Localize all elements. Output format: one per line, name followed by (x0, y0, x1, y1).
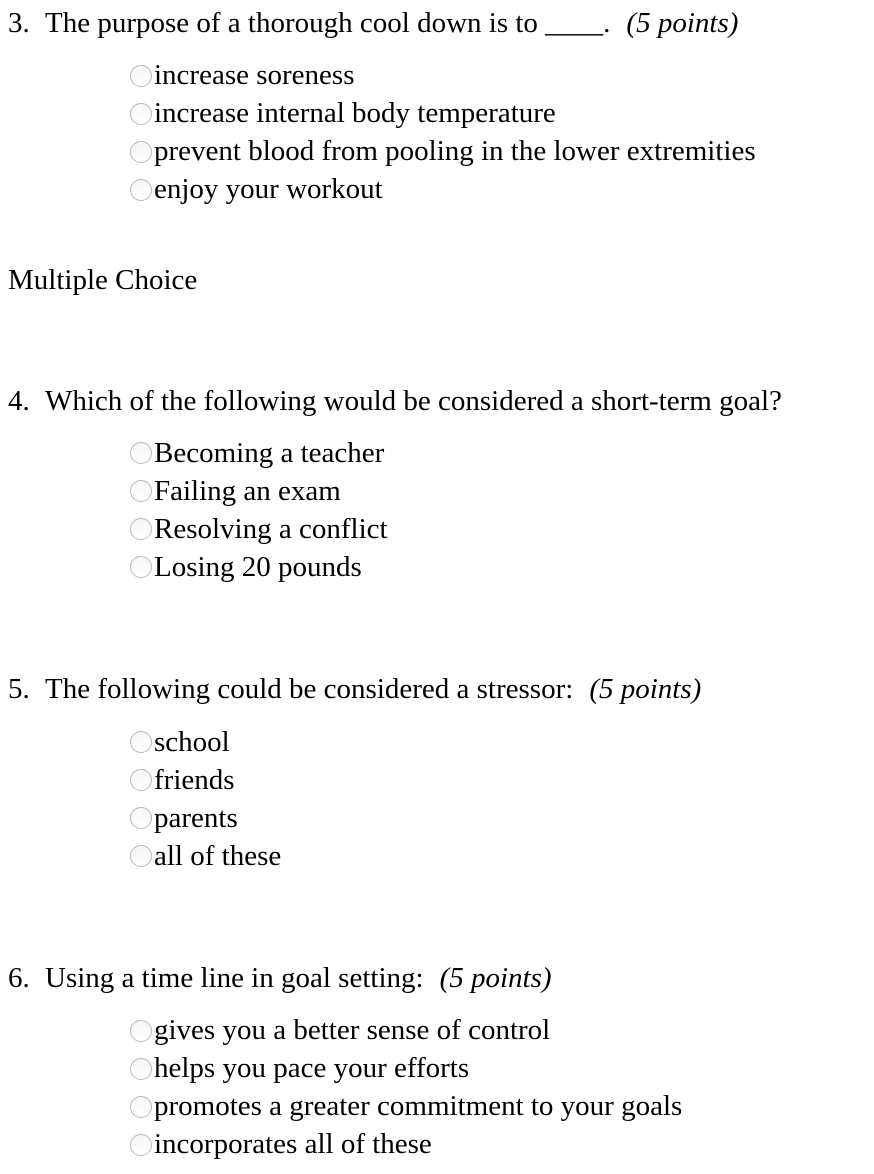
radio-button-icon[interactable] (130, 518, 152, 540)
answer-option[interactable] (130, 133, 864, 171)
option-label: increase internal body temperature (154, 97, 556, 130)
question-points: (5 points) (439, 962, 552, 995)
answer-option[interactable] (130, 1126, 864, 1164)
question-points: (5 points) (589, 673, 702, 706)
answer-option[interactable] (130, 472, 864, 510)
answer-option[interactable] (130, 1050, 864, 1088)
answer-option[interactable] (130, 95, 864, 133)
answer-option[interactable] (130, 171, 864, 209)
question-block-5 (8, 672, 864, 875)
radio-button-icon[interactable] (130, 731, 152, 753)
option-label: incorporates all of these (154, 1128, 432, 1161)
options-group (8, 723, 864, 875)
radio-button-icon[interactable] (130, 1134, 152, 1156)
radio-button-icon[interactable] (130, 1058, 152, 1080)
radio-button-icon[interactable] (130, 1096, 152, 1118)
question-text: Using a time line in goal setting: (45, 962, 424, 995)
question-number: 5. (8, 673, 30, 706)
option-label: parents (154, 801, 238, 834)
answer-option[interactable] (130, 57, 864, 95)
option-label: enjoy your workout (154, 173, 383, 206)
radio-button-icon[interactable] (130, 845, 152, 867)
options-group (8, 1012, 864, 1164)
question-number: 3. (8, 7, 30, 39)
options-group (8, 434, 864, 586)
options-group (8, 57, 864, 209)
answer-option[interactable] (130, 548, 864, 586)
option-label: Resolving a conflict (154, 512, 388, 545)
option-label: gives you a better sense of control (154, 1014, 551, 1047)
section-heading: Multiple Choice (8, 263, 198, 296)
option-label: friends (154, 763, 235, 796)
radio-button-icon[interactable] (130, 179, 152, 201)
radio-button-icon[interactable] (130, 556, 152, 578)
answer-option[interactable] (130, 1088, 864, 1126)
option-label: school (154, 725, 230, 758)
question-number: 6. (8, 962, 30, 995)
question-block-4 (8, 384, 864, 587)
radio-button-icon[interactable] (130, 141, 152, 163)
question-text: The following could be considered a stressor: (45, 673, 574, 706)
option-label: increase soreness (154, 59, 355, 92)
radio-button-icon[interactable] (130, 442, 152, 464)
radio-button-icon[interactable] (130, 769, 152, 791)
answer-option[interactable] (130, 510, 864, 548)
question-title (8, 384, 864, 419)
radio-button-icon[interactable] (130, 103, 152, 125)
radio-button-icon[interactable] (130, 65, 152, 87)
answer-option[interactable] (130, 434, 864, 472)
question-block-3 (8, 6, 864, 209)
question-title (8, 961, 864, 996)
option-label: all of these (154, 839, 282, 872)
option-label: promotes a greater commitment to your goals (154, 1090, 683, 1123)
question-block-6 (8, 961, 864, 1164)
question-title (8, 6, 864, 41)
question-text: The purpose of a thorough cool down is to ____. (45, 7, 611, 39)
radio-button-icon[interactable] (130, 480, 152, 502)
answer-option[interactable] (130, 723, 864, 761)
answer-option[interactable] (130, 1012, 864, 1050)
answer-option[interactable] (130, 761, 864, 799)
question-points: (5 points) (626, 7, 739, 39)
option-label: prevent blood from pooling in the lower extremities (154, 135, 756, 168)
radio-button-icon[interactable] (130, 1020, 152, 1042)
option-label: Becoming a teacher (154, 436, 385, 469)
option-label: Failing an exam (154, 474, 341, 507)
question-number: 4. (8, 384, 30, 417)
question-title (8, 672, 864, 707)
option-label: helps you pace your efforts (154, 1052, 470, 1085)
answer-option[interactable] (130, 799, 864, 837)
answer-option[interactable] (130, 837, 864, 875)
option-label: Losing 20 pounds (154, 550, 362, 583)
radio-button-icon[interactable] (130, 807, 152, 829)
question-text: Which of the following would be considered a short-term goal? (45, 384, 782, 417)
